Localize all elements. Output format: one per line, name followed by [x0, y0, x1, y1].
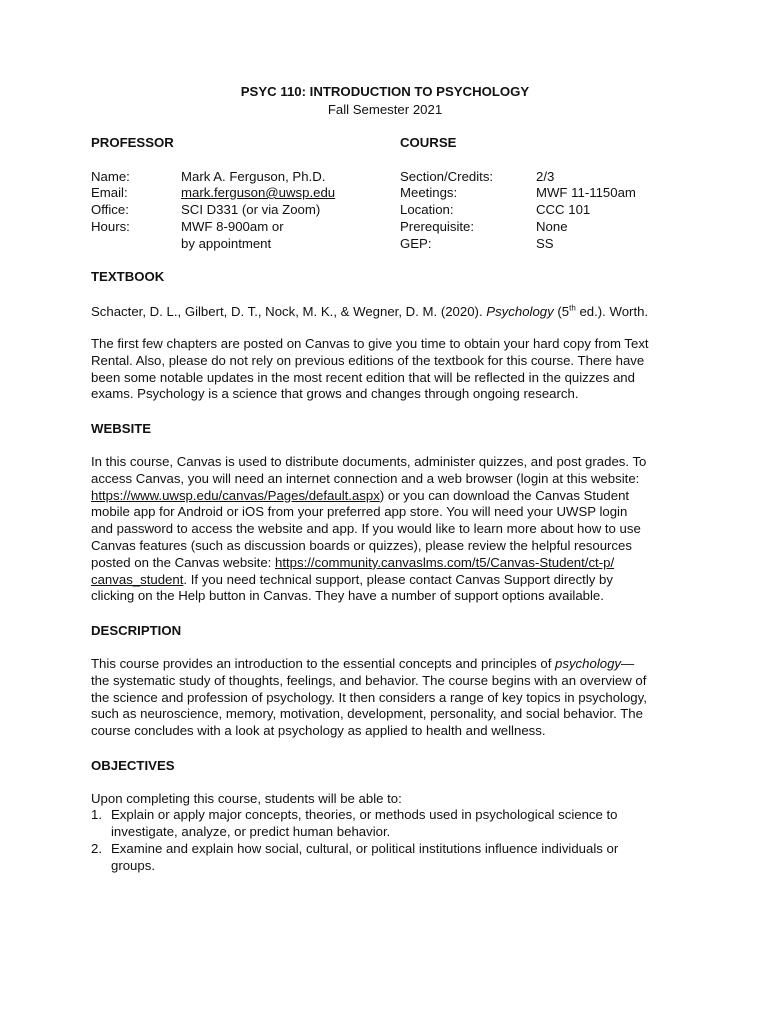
objective-text-cont: groups.: [111, 857, 155, 873]
website-line: [91, 572, 681, 589]
label-name: Name:: [91, 169, 130, 184]
professor-hours-1: MWF 8-900am or: [181, 219, 284, 234]
website-line-text: posted on the Canvas website:: [91, 554, 276, 570]
citation-edition-post: ed.). Worth.: [575, 304, 649, 319]
description-line: such as neuroscience, memory, motivation, development, personality, and social behavior. The: [91, 706, 643, 722]
canvas-login-link[interactable]: https://www.uwsp.edu/canvas/Pages/default.aspx: [91, 487, 380, 503]
textbook-heading: TEXTBOOK: [91, 269, 165, 284]
course-prereq: None: [536, 219, 568, 234]
objective-number: 1.: [91, 807, 102, 822]
textbook-line: Rental. Also, please do not rely on previous editions of the textbook for this course. There have: [91, 352, 645, 368]
canvas-student-link[interactable]: https://community.canvaslms.com/t5/Canvas-Student/ct-p/: [275, 554, 615, 570]
objectives-intro: Upon completing this course, students will be able to:: [91, 791, 402, 806]
description-emphasis: psychology: [555, 656, 622, 671]
professor-office: SCI D331 (or via Zoom): [181, 202, 321, 217]
objective-number: 2.: [91, 841, 102, 856]
website-line: Canvas features (such as discussion boards or quizzes), please review the helpful resources: [91, 537, 632, 553]
citation-edition-pre: (5: [553, 304, 570, 319]
professor-hours-2: by appointment: [181, 236, 272, 251]
citation-title: Psychology: [486, 304, 554, 319]
description-line: [91, 656, 681, 673]
website-line-text: . If you need technical support, please contact Canvas Support directly by: [183, 571, 613, 587]
objective-text: Examine and explain how social, cultural, or political institutions influence individuals or: [111, 841, 619, 856]
course-section: 2/3: [536, 169, 555, 184]
label-gep: GEP:: [400, 236, 432, 251]
label-hours: Hours:: [91, 219, 130, 234]
textbook-paragraph: [91, 336, 681, 403]
website-line: [91, 555, 681, 572]
description-dash: —: [621, 656, 635, 671]
description-paragraph: [91, 656, 681, 740]
objective-item: [91, 807, 618, 841]
website-line: clicking on the Help button in Canvas. They have a number of support options available.: [91, 588, 604, 604]
website-line-text: ) or you can download the Canvas Student: [379, 487, 630, 503]
canvas-student-link-cont[interactable]: canvas_student: [91, 571, 184, 587]
description-line: the systematic study of thoughts, feelings, and behavior. The course begins with an overview of: [91, 672, 647, 688]
website-line: mobile app for Android or iOS from your preferred app store. You will need your UWSP login: [91, 504, 628, 520]
objective-text: Explain or apply major concepts, theories, or methods used in psychological science to: [111, 807, 618, 822]
description-line: course concludes with a look at psychology as applied to health and wellness.: [91, 723, 546, 739]
professor-heading: PROFESSOR: [91, 135, 174, 150]
website-line: [91, 488, 681, 505]
textbook-line: exams. Psychology is a science that grows and changes through ongoing research.: [91, 386, 579, 402]
professor-email-link[interactable]: mark.ferguson@uwsp.edu: [181, 185, 336, 200]
textbook-line: been some notable updates in the most recent edition that will be reflected in the quizzes and: [91, 369, 635, 385]
objective-item: [91, 841, 618, 875]
objective-text-cont: investigate, analyze, or predict human behavior.: [111, 823, 391, 839]
citation-authors: Schacter, D. L., Gilbert, D. T., Nock, M. K., & Wegner, D. M. (2020).: [91, 304, 487, 319]
course-meetings: MWF 11-1150am: [536, 185, 636, 200]
course-title: PSYC 110: INTRODUCTION TO PSYCHOLOGY: [240, 84, 530, 99]
label-email: Email:: [91, 185, 128, 200]
label-prereq: Prerequisite:: [400, 219, 475, 234]
course-location: CCC 101: [536, 202, 591, 217]
label-office: Office:: [91, 202, 129, 217]
course-heading: COURSE: [400, 135, 457, 150]
label-meetings: Meetings:: [400, 185, 458, 200]
website-heading: WEBSITE: [91, 421, 152, 436]
website-line: In this course, Canvas is used to distribute documents, administer quizzes, and post grades. To: [91, 454, 647, 469]
textbook-line: The first few chapters are posted on Canvas to give you time to obtain your hard copy from Text: [91, 336, 649, 351]
citation-edition-sup: th: [569, 303, 576, 313]
professor-name: Mark A. Ferguson, Ph.D.: [181, 169, 326, 184]
textbook-citation: [91, 303, 648, 320]
description-line: the science and profession of psychology. It then considers a range of key topics in psychology,: [91, 689, 647, 705]
website-paragraph: [91, 454, 681, 605]
description-heading: DESCRIPTION: [91, 623, 182, 638]
website-line: and password to access the website and app. If you would like to learn more about how to use: [91, 521, 641, 537]
label-location: Location:: [400, 202, 454, 217]
semester: Fall Semester 2021: [327, 102, 443, 117]
objectives-heading: OBJECTIVES: [91, 758, 175, 773]
website-line: access Canvas, you will need an internet connection and a web browser (login at this website:: [91, 470, 640, 486]
label-section: Section/Credits:: [400, 169, 494, 184]
description-line-text: This course provides an introduction to the essential concepts and principles of: [91, 656, 556, 671]
course-gep: SS: [536, 236, 554, 251]
